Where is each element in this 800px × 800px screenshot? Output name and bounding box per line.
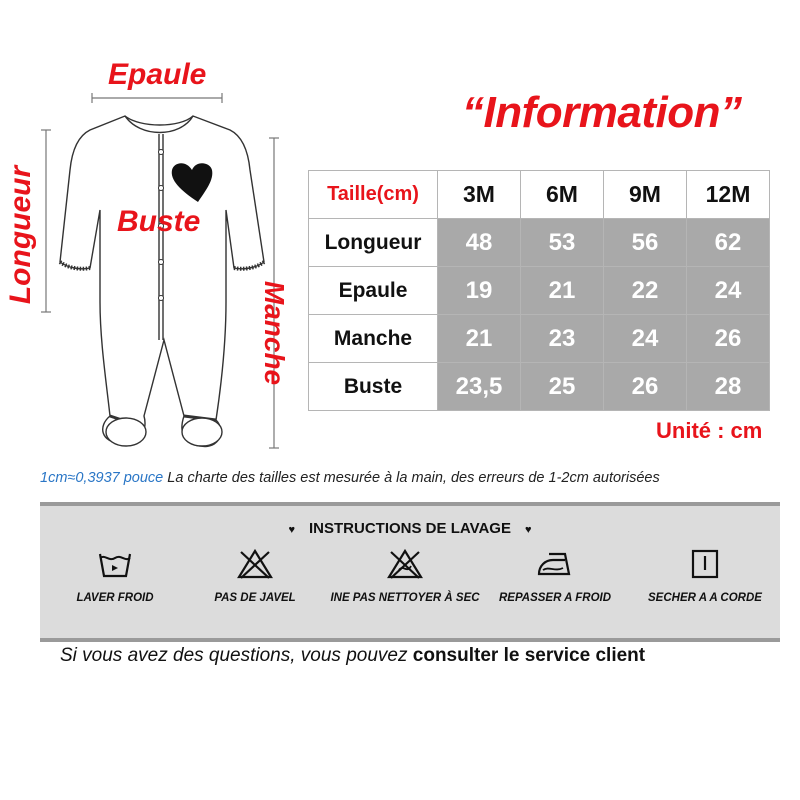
table-cell: 24: [604, 315, 687, 363]
unit-label: Unité : cm: [656, 418, 763, 443]
size-header-label: Taille(cm): [309, 171, 438, 219]
contact-note-text: Si vous avez des questions, vous pouvez: [60, 645, 413, 666]
buste-label: Buste: [117, 205, 201, 238]
wash-cold-icon: [97, 548, 133, 580]
no-dry-clean-icon: [387, 548, 423, 580]
wash-label: INE PAS NETTOYER À SEC: [330, 592, 480, 604]
table-cell: 25: [521, 363, 604, 411]
table-cell: 23,5: [438, 363, 521, 411]
table-cell: 22: [604, 267, 687, 315]
table-cell: 56: [604, 219, 687, 267]
table-cell: 19: [438, 267, 521, 315]
wash-label: PAS DE JAVEL: [214, 592, 296, 604]
table-row: [309, 315, 770, 363]
table-header-row: [309, 171, 770, 219]
conversion-note: 1cm≈0,3937 pouce: [40, 470, 164, 486]
table-cell: 48: [438, 219, 521, 267]
row-label: Longueur: [309, 219, 438, 267]
customer-service-text: consulter le service client: [412, 645, 646, 666]
table-cell: 26: [604, 363, 687, 411]
size-header: 12M: [687, 171, 770, 219]
measurement-note: [40, 470, 660, 486]
washing-instructions-panel: [40, 502, 780, 642]
table-cell: 21: [438, 315, 521, 363]
washing-title-row: [40, 520, 780, 537]
wash-label: REPASSER A FROID: [498, 592, 612, 604]
contact-note: [60, 645, 645, 667]
wash-item: [630, 548, 780, 604]
table-row: [309, 363, 770, 411]
table-cell: 23: [521, 315, 604, 363]
heart-icon: ♥: [524, 524, 532, 536]
size-chart-table: [308, 170, 770, 411]
row-label: Manche: [309, 315, 438, 363]
manche-label: Manche: [259, 280, 290, 386]
wash-item: [330, 548, 480, 604]
longueur-label: Longueur: [4, 165, 37, 305]
information-title: “Information”: [462, 88, 742, 137]
wash-item: [180, 548, 330, 604]
size-header: 6M: [521, 171, 604, 219]
table-cell: 21: [521, 267, 604, 315]
table-cell: 28: [687, 363, 770, 411]
wash-label: LAVER FROID: [76, 592, 154, 604]
table-cell: 53: [521, 219, 604, 267]
row-label: Epaule: [309, 267, 438, 315]
heart-icon: ♥: [288, 524, 296, 536]
line-dry-icon: [689, 548, 721, 580]
table-row: [309, 219, 770, 267]
wash-item: [480, 548, 630, 604]
tolerance-note: La charte des tailles est mesurée à la main, des erreurs de 1-2cm autorisées: [167, 470, 660, 486]
table-row: [309, 267, 770, 315]
iron-low-icon: [535, 548, 575, 580]
size-header: 3M: [438, 171, 521, 219]
wash-label: SECHER A A CORDE: [648, 592, 762, 604]
size-header: 9M: [604, 171, 687, 219]
table-cell: 24: [687, 267, 770, 315]
row-label: Buste: [309, 363, 438, 411]
epaule-label: Epaule: [108, 58, 207, 91]
wash-item: [40, 548, 190, 604]
table-cell: 62: [687, 219, 770, 267]
no-bleach-icon: [237, 548, 273, 580]
table-cell: 26: [687, 315, 770, 363]
washing-title: INSTRUCTIONS DE LAVAGE: [309, 520, 511, 537]
